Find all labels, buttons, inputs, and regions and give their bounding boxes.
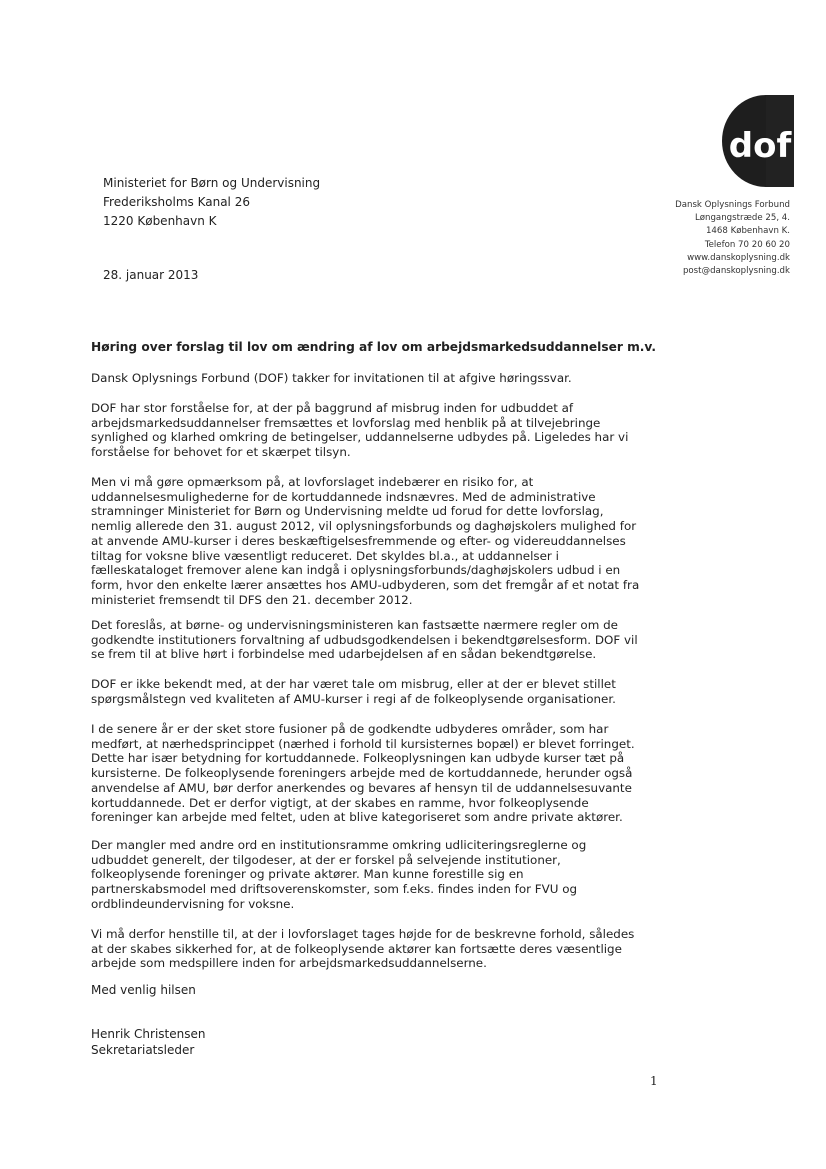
paragraph-line: arbejde som medspillere inden for arbejdsmarkedsuddannelserne. [91,956,487,971]
paragraph-line: DOF har stor forståelse for, at der på baggrund af misbrug inden for udbuddet af [91,401,574,415]
paragraph-2 [91,401,681,460]
paragraph-line: Dette har især betydning for kortuddannede. Folkeoplysningen kan udbyde kurser tæt på [91,751,625,766]
dof-logo-graphic [722,95,794,187]
paragraph-line: synlighed og klarhed omkring de betingelser, uddannelserne udbydes på. Ligeledes har vi [91,430,629,445]
letter-closing: Med venlig hilsen [91,983,196,997]
paragraph-line: foreninger kan arbejde med feltet, uden at blive kategoriseret som andre private aktører. [91,810,623,825]
paragraph-1 [91,371,681,386]
paragraph-7 [91,838,681,912]
paragraph-line: se frem til at blive hørt i forbindelse med udarbejdelsen af en sådan bekendtgørelse. [91,647,597,662]
paragraph-line: kortuddannede. Det er derfor vigtigt, at der skabes en ramme, hvor folkeoplysende [91,795,589,810]
paragraph-8 [91,927,681,971]
recipient-line: Ministeriet for Børn og Undervisning [103,176,321,190]
paragraph-line: udbuddet generelt, der tilgodeser, at der er forskel på selvejende institutioner, [91,852,561,867]
paragraph-line: ministeriet fremsendt til DFS den 21. december 2012. [91,592,413,607]
signature-block [91,1026,205,1058]
letter-date: 28. januar 2013 [103,268,199,282]
paragraph-3 [91,475,681,607]
paragraph-line: form, hvor den enkelte lærer ansættes hos AMU-udbyderen, som det fremgår af et notat fra [91,577,640,592]
paragraph-5 [91,677,681,706]
recipient-address [103,174,320,231]
paragraph-line: fælleskataloget fremover alene kan indgå i oplysningsforbunds/daghøjskolers udbud i en [91,563,621,578]
signature-name: Henrik Christensen [91,1027,206,1041]
sender-address [675,199,790,278]
sender-line: Dansk Oplysnings Forbund [675,200,790,210]
paragraph-line: medført, at nærhedsprincippet (nærhed i forhold til kursisternes bopæl) er blevet forringet. [91,736,635,751]
paragraph-line: at anvende AMU-kurser i deres beskæftigelsesfremmende og efter- og videreuddannelses [91,533,626,548]
paragraph-line: kursisterne. De folkeoplysende foreningers arbejde med de kortuddannede, herunder også [91,766,633,781]
dof-logo [722,95,794,187]
paragraph-line: at der skabes sikkerhed for, at de folkeoplysende aktører kan fortsætte deres væsentlige [91,941,622,956]
paragraph-line: Dansk Oplysnings Forbund (DOF) takker for invitationen til at afgive høringssvar. [91,371,572,385]
paragraph-6 [91,722,681,825]
paragraph-line: forståelse for behovet for et skærpet tilsyn. [91,445,351,460]
paragraph-line: partnerskabsmodel med driftsoverenskomster, som f.eks. findes inden for FVU og [91,882,578,897]
paragraph-line: folkeoplysende foreninger og private aktører. Man kunne forestille sig en [91,867,524,882]
paragraph-line: Der mangler med andre ord en institutionsramme omkring udliciteringsreglerne og [91,838,587,852]
paragraph-line: nemlig allerede den 31. august 2012, vil oplysningsforbunds og daghøjskolers mulighed for [91,519,637,534]
paragraph-line: Men vi må gøre opmærksom på, at lovforslaget indebærer en risiko for, at [91,475,534,489]
sender-line: Telefon 70 20 60 20 [704,239,790,250]
paragraph-line: arbejdsmarkedsuddannelser fremsættes et lovforslag med henblik på at tilvejebringe [91,415,601,430]
paragraph-line: anvendelse af AMU, bør derfor anerkendes og bevares af hensyn til de uddannelsesuvante [91,780,632,795]
recipient-line: 1220 København K [103,214,217,228]
signature-title: Sekretariatsleder [91,1043,195,1057]
paragraph-line: ordblindeundervisning for voksne. [91,896,295,911]
paragraph-line: I de senere år er der sket store fusioner på de godkendte udbyderes områder, som har [91,722,609,736]
paragraph-line: uddannelsesmulighederne for de kortuddannede indsnævres. Med de administrative [91,489,596,504]
paragraph-line: godkendte institutioners forvaltning af udbudsgodkendelsen i bekendtgørelsesform. DOF vil [91,632,638,647]
page-number: 1 [650,1074,658,1088]
paragraph-line: Det foreslås, at børne- og undervisningsministeren kan fastsætte nærmere regler om de [91,618,618,632]
sender-line: www.danskoplysning.dk [687,252,790,263]
paragraph-line: stramninger Ministeriet for Børn og Undervisning meldte ud forud for dette lovforslag, [91,504,604,519]
logo-text: dof [728,126,792,166]
paragraph-line: tiltag for voksne blive væsentligt reduceret. Det skyldes bl.a., at uddannelser i [91,548,559,563]
sender-line: 1468 København K. [705,226,790,237]
paragraph-line: Vi må derfor henstille til, at der i lovforslaget tages højde for de beskrevne forhold, således [91,927,635,941]
sender-line: post@danskoplysning.dk [682,266,790,277]
letter-subject: Høring over forslag til lov om ændring af lov om arbejdsmarkedsuddannelser m.v. [91,340,657,354]
sender-line: Løngangstræde 25, 4. [694,213,790,224]
paragraph-line: spørgsmålstegn ved kvaliteten af AMU-kurser i regi af de folkeoplysende organisationer. [91,691,616,706]
paragraph-line: DOF er ikke bekendt med, at der har været tale om misbrug, eller at der er blevet stillet [91,677,616,691]
paragraph-4 [91,618,681,662]
recipient-line: Frederiksholms Kanal 26 [103,195,250,209]
